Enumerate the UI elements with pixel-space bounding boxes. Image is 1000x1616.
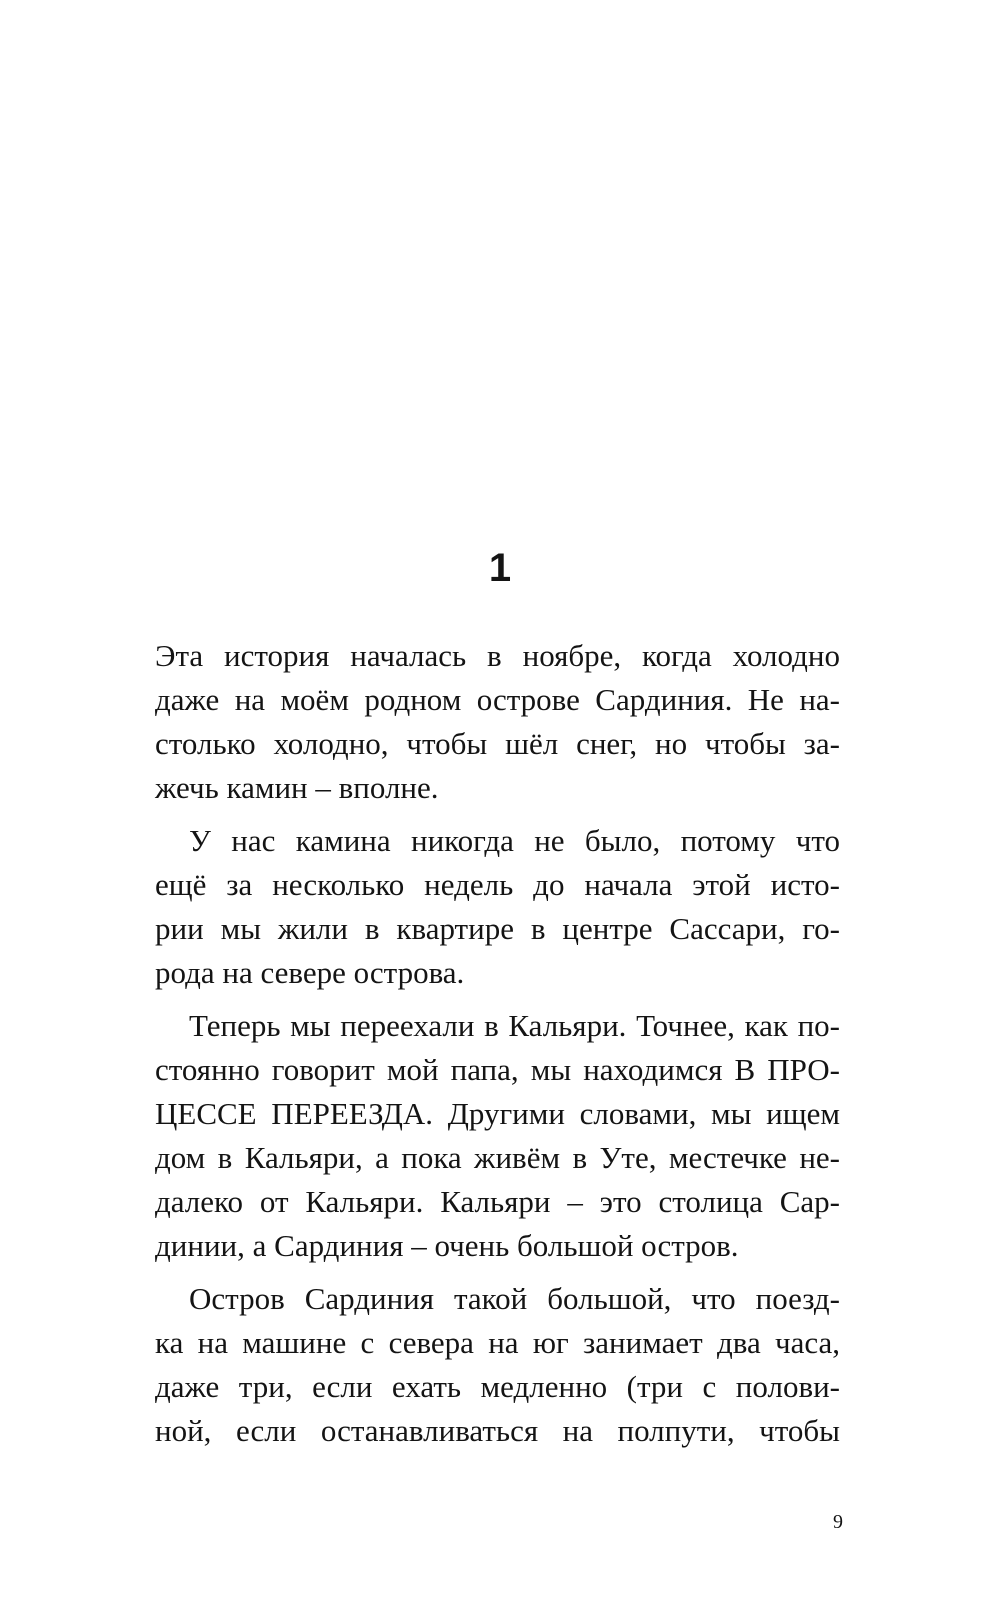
text-line: даже на моём родном острове Сардиния. Не на- <box>155 682 840 717</box>
paragraph-3 <box>155 1004 840 1268</box>
text-line: столько холодно, чтобы шёл снег, но чтобы за- <box>155 726 840 761</box>
text-line: дом в Кальяри, а пока живём в Уте, местечке не- <box>155 1140 840 1175</box>
text-line: У нас камина никогда не было, потому что <box>189 823 840 858</box>
paragraph-1 <box>155 634 840 810</box>
text-line: даже три, если ехать медленно (три с полови- <box>155 1369 840 1404</box>
text-line: далеко от Кальяри. Кальяри – это столица Сар- <box>155 1184 840 1219</box>
text-line: Теперь мы переехали в Кальяри. Точнее, как по- <box>189 1008 840 1043</box>
text-line: рии мы жили в квартире в центре Сассари, го- <box>155 911 840 946</box>
text-line: Эта история началась в ноябре, когда холодно <box>155 638 840 673</box>
chapter-number: 1 <box>488 546 512 590</box>
paragraph-4 <box>155 1277 840 1453</box>
text-line: ка на машине с севера на юг занимает два часа, <box>155 1325 840 1360</box>
text-line: ной, если останавливаться на полпути, чтобы <box>155 1413 840 1448</box>
text-line: жечь камин – вполне. <box>155 770 439 805</box>
page-number: 9 <box>833 1511 843 1533</box>
text-line: ЦЕССЕ ПЕРЕЕЗДА. Другими словами, мы ищем <box>155 1096 840 1131</box>
text-line: динии, а Сардиния – очень большой остров. <box>155 1228 739 1263</box>
text-line: ещё за несколько недель до начала этой исто- <box>155 867 840 902</box>
text-line: рода на севере острова. <box>155 955 465 990</box>
text-line: стоянно говорит мой папа, мы находимся В ПРО- <box>155 1052 840 1087</box>
text-line: Остров Сардиния такой большой, что поезд- <box>189 1281 840 1316</box>
paragraph-2 <box>155 819 840 995</box>
chapter-body <box>155 634 840 1462</box>
